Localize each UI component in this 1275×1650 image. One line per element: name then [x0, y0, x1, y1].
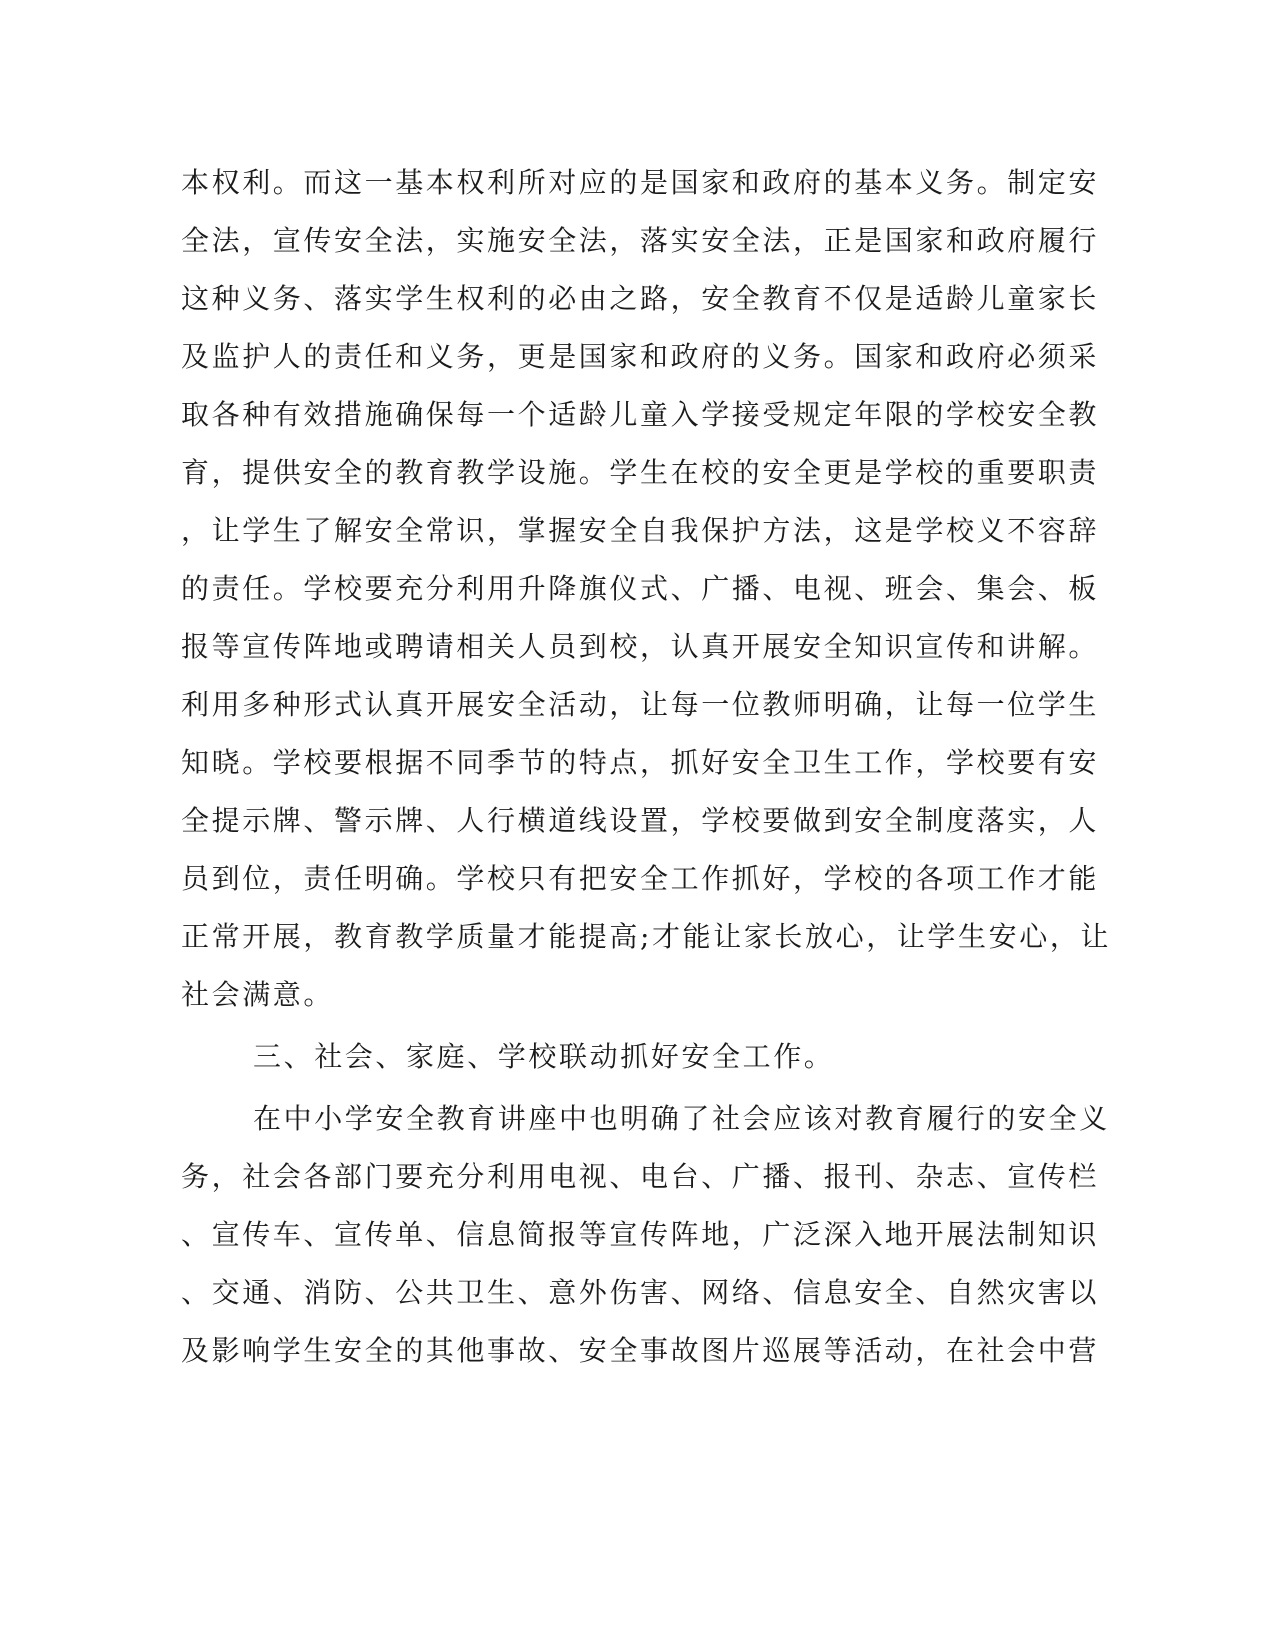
text-line: 员到位，责任明确。学校只有把安全工作抓好，学校的各项工作才能	[181, 862, 1100, 895]
text-line: 及监护人的责任和义务，更是国家和政府的义务。国家和政府必须采	[181, 340, 1100, 373]
text-line: ，让学生了解安全常识，掌握安全自我保护方法，这是学校义不容辞	[181, 514, 1100, 547]
paragraph-first-line: 在中小学安全教育讲座中也明确了社会应该对教育履行的安全义	[253, 1102, 1110, 1135]
text-line: 育，提供安全的教育教学设施。学生在校的安全更是学校的重要职责	[181, 456, 1100, 489]
text-line: 、交通、消防、公共卫生、意外伤害、网络、信息安全、自然灾害以	[181, 1276, 1100, 1309]
text-line: 报等宣传阵地或聘请相关人员到校，认真开展安全知识宣传和讲解。	[181, 630, 1100, 663]
text-line: 知晓。学校要根据不同季节的特点，抓好安全卫生工作，学校要有安	[181, 746, 1100, 779]
text-line: 正常开展，教育教学质量才能提高;才能让家长放心，让学生安心，让	[181, 920, 1112, 953]
text-line: 全法，宣传安全法，实施安全法，落实安全法，正是国家和政府履行	[181, 224, 1100, 257]
text-line: 社会满意。	[181, 978, 335, 1011]
text-line: 及影响学生安全的其他事故、安全事故图片巡展等活动，在社会中营	[181, 1334, 1100, 1367]
text-line: 、宣传车、宣传单、信息简报等宣传阵地，广泛深入地开展法制知识	[181, 1218, 1100, 1251]
text-line: 本权利。而这一基本权利所对应的是国家和政府的基本义务。制定安	[181, 166, 1100, 199]
text-line: 全提示牌、警示牌、人行横道线设置，学校要做到安全制度落实，人	[181, 804, 1100, 837]
section-heading: 三、社会、家庭、学校联动抓好安全工作。	[253, 1040, 835, 1073]
text-line: 利用多种形式认真开展安全活动，让每一位教师明确，让每一位学生	[181, 688, 1100, 721]
text-line: 务，社会各部门要充分利用电视、电台、广播、报刊、杂志、宣传栏	[181, 1160, 1100, 1193]
text-line: 取各种有效措施确保每一个适龄儿童入学接受规定年限的学校安全教	[181, 398, 1100, 431]
text-line: 的责任。学校要充分利用升降旗仪式、广播、电视、班会、集会、板	[181, 572, 1100, 605]
text-line: 这种义务、落实学生权利的必由之路，安全教育不仅是适龄儿童家长	[181, 282, 1100, 315]
